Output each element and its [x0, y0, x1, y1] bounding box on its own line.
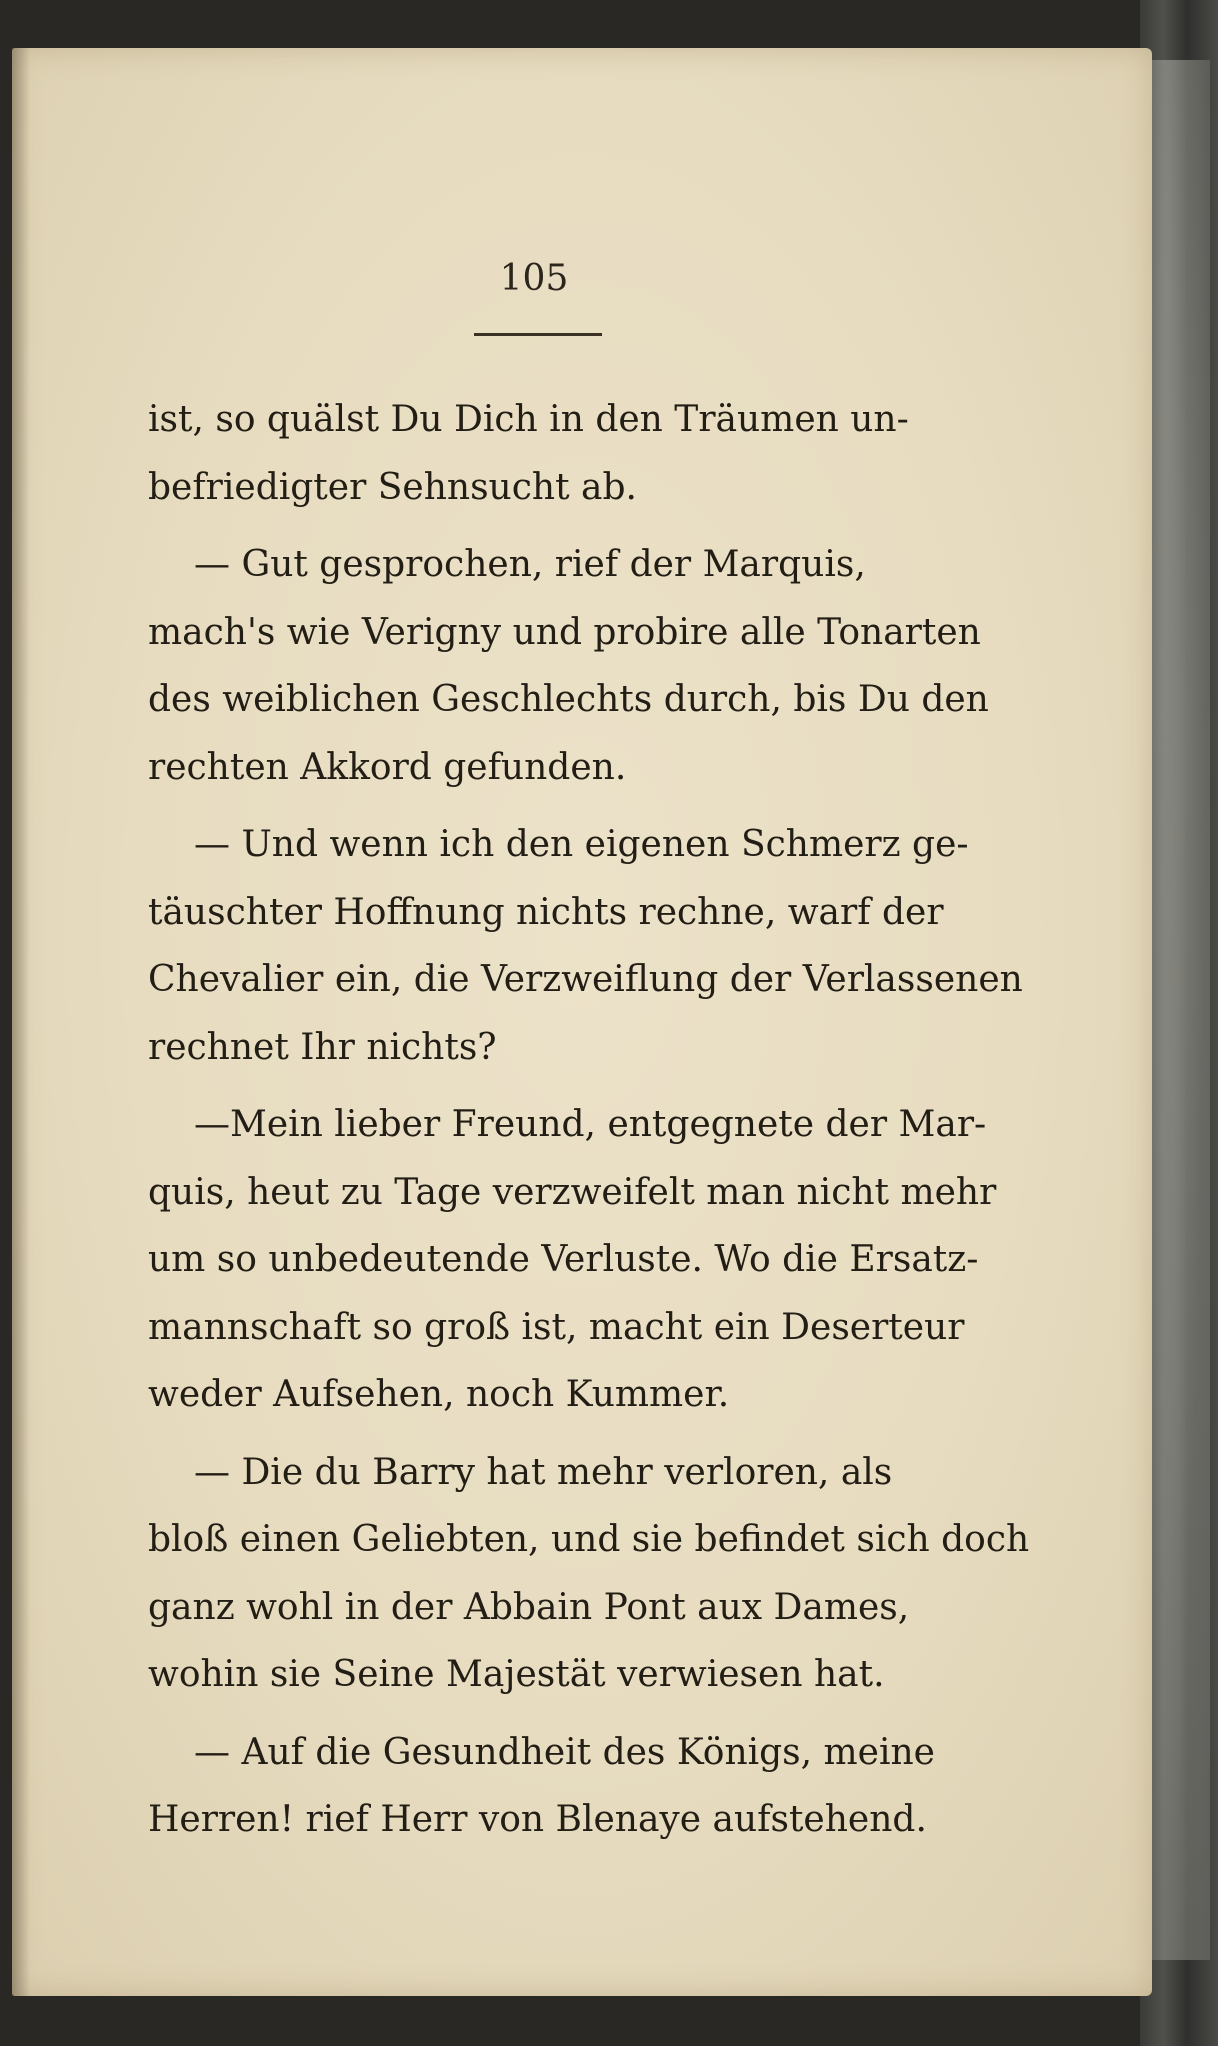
paragraph-6 [148, 1719, 974, 1854]
text-line: — Gut gesprochen, rief der Marquis, [194, 544, 866, 585]
page-gutter-shadow [12, 48, 30, 1996]
paragraph-4 [148, 1091, 997, 1429]
text-line: mach's wie Verigny und probire alle Tonarten [148, 611, 981, 653]
text-line: weder Aufsehen, noch Kummer. [148, 1374, 730, 1415]
text-line: Chevalier ein, die Verzweiflung der Verlassenen [148, 959, 1023, 1000]
text-line: ganz wohl in der Abbain Pont aux Dames, [148, 1586, 910, 1628]
paragraph-2 [148, 531, 989, 801]
text-line: — Und wenn ich den eigenen Schmerz ge- [194, 824, 969, 865]
paragraph-3 [148, 811, 1023, 1081]
paragraph-1 [148, 386, 974, 521]
text-line: des weiblichen Geschlechts durch, bis Du den [148, 679, 989, 720]
text-line: quis, heut zu Tage verzweifelt man nicht mehr [148, 1171, 997, 1213]
header-rule [474, 333, 602, 336]
text-line: befriedigter Sehnsucht ab. [148, 466, 637, 508]
text-line: Herren! rief Herr von Blenaye aufstehend. [148, 1799, 927, 1840]
text-line: bloß einen Geliebten, und sie befindet sich doch [148, 1519, 1030, 1560]
text-line: wohin sie Seine Majestät verwiesen hat. [148, 1654, 885, 1695]
text-line: — Die du Barry hat mehr verloren, als [194, 1451, 893, 1493]
text-line: —Mein lieber Freund, entgegnete der Mar- [194, 1104, 987, 1145]
text-line: rechnet Ihr nichts? [148, 1026, 497, 1068]
text-line: mannschaft so groß ist, macht ein Deserteur [148, 1306, 965, 1348]
paragraph-5 [148, 1439, 1030, 1709]
text-line: — Auf die Gesundheit des Königs, meine [194, 1731, 935, 1773]
page-number: 105 [499, 258, 569, 299]
book-page [12, 48, 1152, 1996]
text-line: ist, so quälst Du Dich in den Träumen un- [148, 399, 909, 440]
text-line: täuschter Hoffnung nichts rechne, warf der [148, 891, 944, 933]
binding-texture [1150, 60, 1210, 1960]
page-text [148, 386, 1030, 1864]
text-line: um so unbedeutende Verluste. Wo die Ersatz- [148, 1239, 979, 1280]
text-line: rechten Akkord gefunden. [148, 746, 627, 788]
